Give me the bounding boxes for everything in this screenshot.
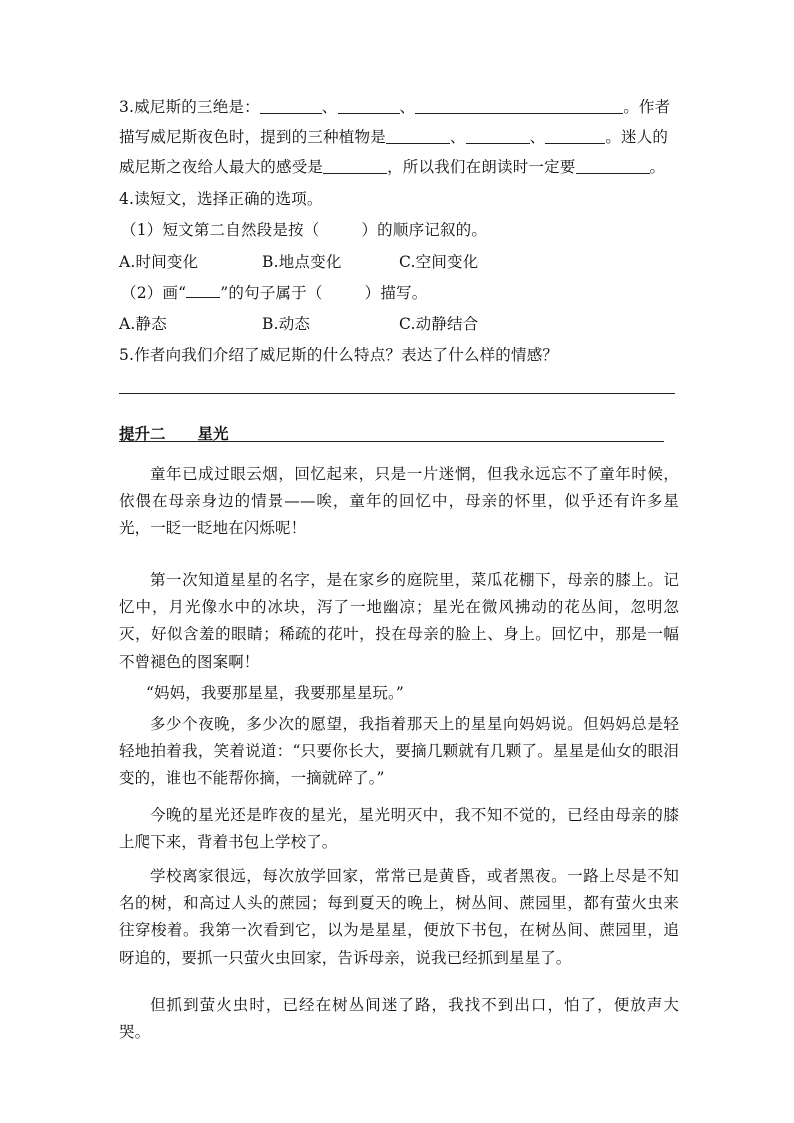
option-a[interactable]: A.时间变化 xyxy=(119,253,199,271)
answer-blank[interactable] xyxy=(576,159,650,174)
answer-line[interactable] xyxy=(119,393,675,394)
paragraph-6: 学校离家很远，每次放学回家，常常已是黄昏，或者黑夜。一路上尽是不知名的树，和高过人头的蔗园；每到夏天的晚上，树丛间、蔗园里，都有萤火虫来往穿梭着。我第一次看到它，以为是星星，便放下书包，在树丛间、蔗园里，追呀追的，要抓一只萤火虫回家，告诉母亲，说我已经抓到星星了。 xyxy=(119,867,679,967)
q3-line-2: 描写威尼斯夜色时，提到的三种植物是 、 、 。迷人的 xyxy=(119,128,669,146)
section-name: 星光 xyxy=(197,424,229,443)
q4-sub2: （2）画“ ”的句子属于（ ）描写。 xyxy=(121,284,428,302)
section-label: 提升二 xyxy=(119,424,166,443)
option-c[interactable]: C.空间变化 xyxy=(399,253,479,271)
q3-line-1: 3.威尼斯的三绝是： 、 、 。作者 xyxy=(119,98,671,116)
q3-text: 3.威尼斯的三绝是： xyxy=(119,98,260,116)
q5-question: 5.作者向我们介绍了威尼斯的什么特点？表达了什么样的情感？ xyxy=(119,346,559,364)
option-b[interactable]: B.动态 xyxy=(262,315,311,333)
answer-blank[interactable] xyxy=(260,99,322,114)
paragraph-4: 多少个夜晚，多少次的愿望，我指着那天上的星星向妈妈说。但妈妈总是轻轻地拍着我，笑着说道：“只要你长大，要摘几颗就有几颗了。星星是仙女的眼泪变的，谁也不能帮你摘，一摘就碎了。” xyxy=(119,715,679,788)
answer-blank[interactable] xyxy=(338,99,400,114)
section-title xyxy=(119,422,664,442)
answer-blank[interactable] xyxy=(323,159,387,174)
answer-blank[interactable] xyxy=(386,129,450,144)
q4-title: 4.读短文，选择正确的选项。 xyxy=(119,190,323,208)
paragraph-1: 童年已成过眼云烟，回忆起来，只是一片迷惘，但我永远忘不了童年时候，依偎在母亲身边的情景——唉，童年的回忆中，母亲的怀里，似乎还有许多星光，一眨一眨地在闪烁呢！ xyxy=(119,465,679,538)
answer-blank[interactable] xyxy=(466,129,530,144)
paragraph-2: 第一次知道星星的名字，是在家乡的庭院里，菜瓜花棚下，母亲的膝上。记忆中，月光像水中的冰块，泻了一地幽凉；星光在微风拂动的花丛间，忽明忽灭，好似含羞的眼睛；稀疏的花叶，投在母亲的脸上、身上。回忆中，那是一幅不曾褪色的图案啊！ xyxy=(119,571,679,671)
answer-blank[interactable] xyxy=(545,129,605,144)
paragraph-5: 今晚的星光还是昨夜的星光，星光明灭中，我不知不觉的，已经由母亲的膝上爬下来，背着书包上学校了。 xyxy=(119,806,679,852)
option-c[interactable]: C.动静结合 xyxy=(399,315,479,333)
q3-line-3: 威尼斯之夜给人最大的感受是 ，所以我们在朗读时一定要 。 xyxy=(119,158,666,176)
underline-mark xyxy=(186,285,220,298)
q4-sub1: （1）短文第二自然段是按（ ）的顺序记叙的。 xyxy=(121,221,488,239)
answer-blank[interactable] xyxy=(415,99,623,114)
paragraph-3: “妈妈，我要那星星，我要那星星玩。” xyxy=(146,684,404,702)
option-a[interactable]: A.静态 xyxy=(119,315,167,333)
option-b[interactable]: B.地点变化 xyxy=(262,253,342,271)
paragraph-7: 但抓到萤火虫时，已经在树丛间迷了路，我找不到出口，怕了，便放声大哭。 xyxy=(119,996,679,1042)
